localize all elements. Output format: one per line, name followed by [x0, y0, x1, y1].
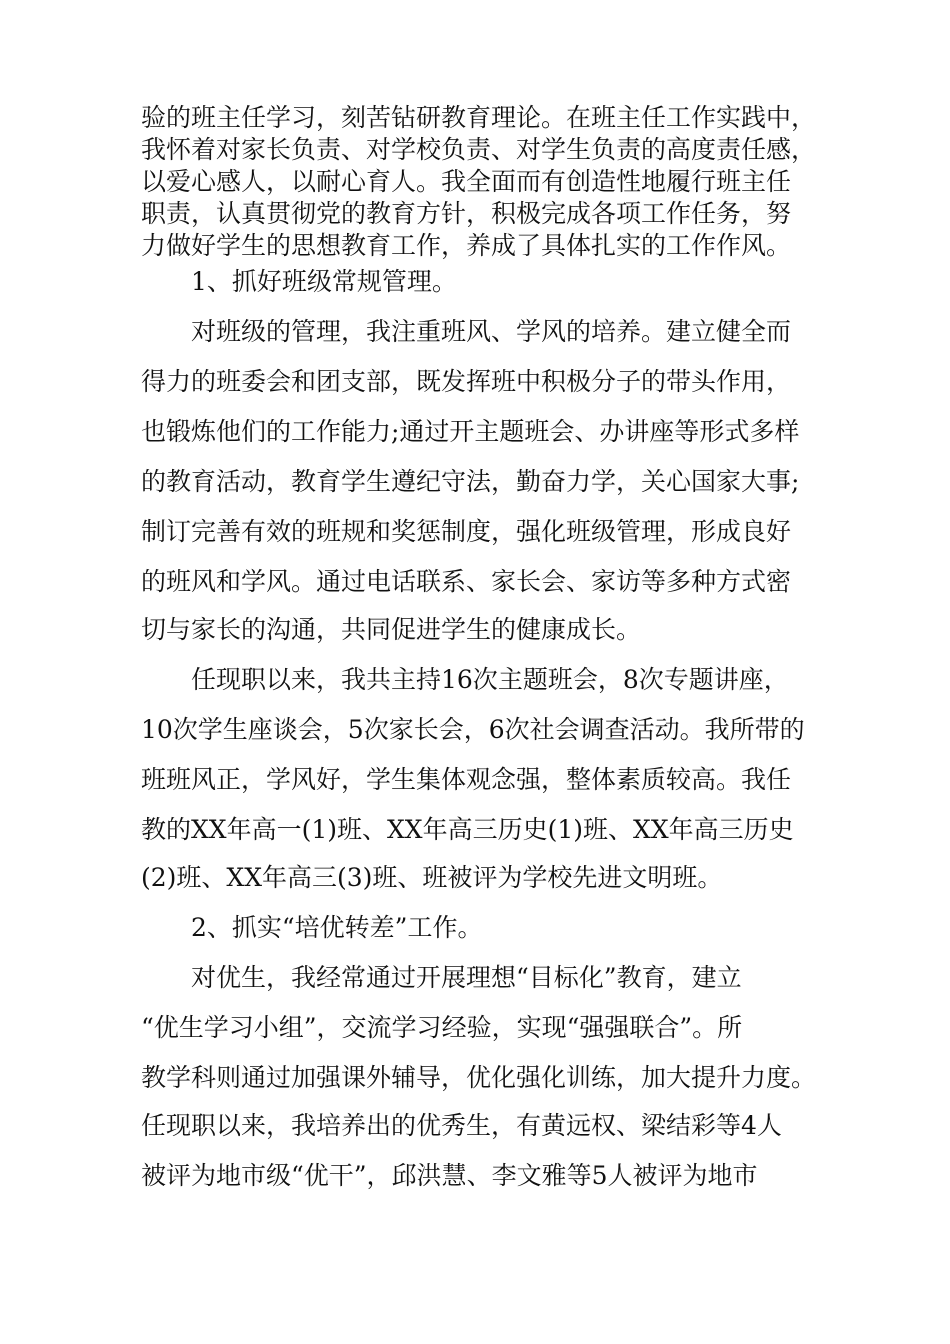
text-line: 验的班主任学习，刻苦钻研教育理论。在班主任工作实践中，	[141, 103, 817, 132]
text-line: 切与家长的沟通，共同促进学生的健康成长。	[141, 615, 642, 644]
section-heading: 1、抓好班级常规管理。	[191, 267, 457, 296]
text-line: 任现职以来，我培养出的优秀生，有黄远权、梁结彩等4人	[141, 1111, 782, 1140]
text-line: 得力的班委会和团支部，既发挥班中积极分子的带头作用，	[141, 367, 792, 396]
text-line: 也锻炼他们的工作能力;通过开主题班会、办讲座等形式多样	[141, 417, 800, 446]
text-line: (2)班、XX年高三(3)班、班被评为学校先进文明班。	[141, 863, 723, 892]
text-line: 10次学生座谈会，5次家长会，6次社会调查活动。我所带的	[141, 715, 805, 744]
text-line: 力做好学生的思想教育工作，养成了具体扎实的工作作风。	[141, 231, 792, 260]
text-line: 任现职以来，我共主持16次主题班会，8次专题讲座，	[191, 665, 789, 694]
text-line: 教学科则通过加强课外辅导，优化强化训练，加大提升力度。	[141, 1063, 817, 1092]
text-line: 教的XX年高一(1)班、XX年高三历史(1)班、XX年高三历史	[141, 815, 794, 844]
text-line: 的班风和学风。通过电话联系、家长会、家访等多种方式密	[141, 567, 792, 596]
text-line: 对优生，我经常通过开展理想“目标化”教育，建立	[191, 963, 742, 992]
text-line: 制订完善有效的班规和奖惩制度，强化班级管理，形成良好	[141, 517, 792, 546]
text-line: 以爱心感人，以耐心育人。我全面而有创造性地履行班主任	[141, 167, 792, 196]
text-line: 被评为地市级“优干”，邱洪慧、李文雅等5人被评为地市	[141, 1161, 758, 1190]
text-line: “优生学习小组”，交流学习经验，实现“强强联合”。所	[141, 1013, 743, 1042]
text-line: 班班风正，学风好，学生集体观念强，整体素质较高。我任	[141, 765, 792, 794]
text-line: 的教育活动，教育学生遵纪守法，勤奋力学，关心国家大事;	[141, 467, 800, 496]
text-line: 职责，认真贯彻党的教育方针，积极完成各项工作任务，努	[141, 199, 792, 228]
text-line: 对班级的管理，我注重班风、学风的培养。建立健全而	[191, 317, 792, 346]
section-heading: 2、抓实“培优转差”工作。	[191, 913, 483, 942]
text-line: 我怀着对家长负责、对学校负责、对学生负责的高度责任感，	[141, 135, 817, 164]
